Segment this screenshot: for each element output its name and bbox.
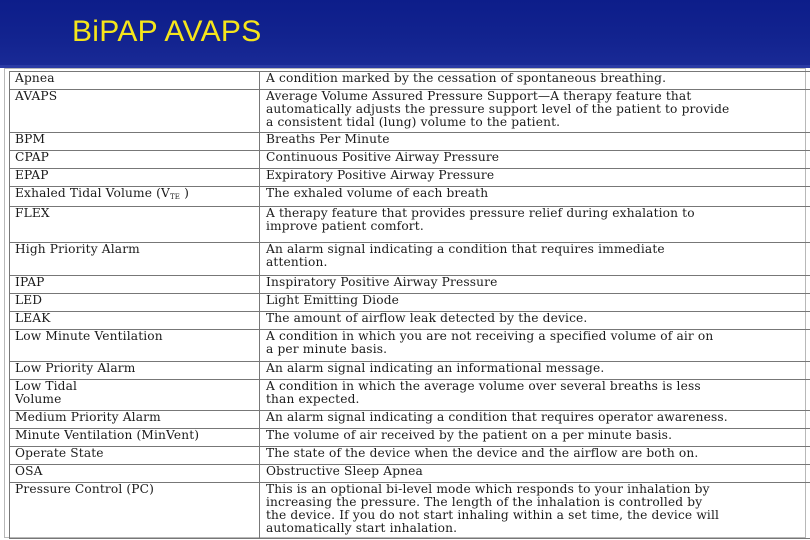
term-cell	[10, 72, 260, 90]
term-cell	[10, 133, 260, 151]
term-text: IPAP	[15, 275, 45, 289]
definition-cell: The volume of air received by the patient on a per minute basis.	[260, 429, 810, 447]
definition-cell: An alarm signal indicating a condition that requires operator awareness.	[260, 411, 810, 429]
table-row	[10, 169, 810, 187]
term-cell	[10, 362, 260, 380]
term-text: EPAP	[15, 168, 49, 182]
table-row	[10, 151, 810, 169]
term-cell	[10, 411, 260, 429]
definition-cell: A condition in which the average volume over several breaths is less than expected.	[260, 380, 810, 411]
glossary-table-frame	[4, 68, 806, 538]
definition-cell: A therapy feature that provides pressure relief during exhalation to improve patient comfort.	[260, 207, 810, 243]
term-cell	[10, 243, 260, 276]
definition-cell: Breaths Per Minute	[260, 133, 810, 151]
term-text: BPM	[15, 132, 46, 146]
definition-cell: A condition marked by the cessation of spontaneous breathing.	[260, 72, 810, 90]
term-text: Low Minute Ventilation	[15, 329, 163, 343]
term-text: Apnea	[15, 71, 55, 85]
table-row	[10, 243, 810, 276]
term-text: LEAK	[15, 311, 51, 325]
glossary-table	[9, 71, 810, 539]
term-cell	[10, 429, 260, 447]
glossary-table-body	[10, 72, 810, 539]
table-row	[10, 312, 810, 330]
table-row	[10, 187, 810, 207]
term-cell	[10, 312, 260, 330]
term-text: Low Tidal Volume	[15, 379, 78, 406]
term-text: Exhaled Tidal Volume (V	[15, 186, 170, 200]
term-cell	[10, 483, 260, 539]
term-text: Operate State	[15, 446, 104, 460]
table-row	[10, 133, 810, 151]
definition-cell: A condition in which you are not receiving a specified volume of air on a per minute basis.	[260, 330, 810, 362]
term-cell	[10, 465, 260, 483]
term-cell	[10, 151, 260, 169]
term-cell	[10, 447, 260, 465]
term-cell	[10, 90, 260, 133]
term-cell	[10, 294, 260, 312]
table-row	[10, 90, 810, 133]
term-text: FLEX	[15, 206, 50, 220]
table-row	[10, 429, 810, 447]
term-text: OSA	[15, 464, 43, 478]
table-row	[10, 483, 810, 539]
term-text: CPAP	[15, 150, 50, 164]
definition-cell: Continuous Positive Airway Pressure	[260, 151, 810, 169]
term-text: Pressure Control (PC)	[15, 482, 155, 496]
definition-cell: The state of the device when the device and the airflow are both on.	[260, 447, 810, 465]
definition-cell: An alarm signal indicating a condition that requires immediate attention.	[260, 243, 810, 276]
term-cell	[10, 380, 260, 411]
slide-header	[0, 0, 810, 68]
table-row	[10, 362, 810, 380]
term-cell	[10, 276, 260, 294]
slide-title: BiPAP AVAPS	[72, 15, 262, 48]
table-row	[10, 207, 810, 243]
table-row	[10, 330, 810, 362]
table-row	[10, 465, 810, 483]
definition-cell: This is an optional bi-level mode which responds to your inhalation by increasing the pressure. The length of the inhalation is controlled by the device. If you do not start inhaling within a set time, the device will automatically start inhalation.	[260, 483, 810, 539]
term-suffix: )	[180, 186, 189, 200]
table-row	[10, 294, 810, 312]
table-row	[10, 411, 810, 429]
definition-cell: Obstructive Sleep Apnea	[260, 465, 810, 483]
definition-cell: Average Volume Assured Pressure Support—A therapy feature that automatically adjusts the pressure support level of the patient to provide a consistent tidal (lung) volume to the patient.	[260, 90, 810, 133]
table-row	[10, 72, 810, 90]
term-text: Medium Priority Alarm	[15, 410, 161, 424]
definition-cell: Expiratory Positive Airway Pressure	[260, 169, 810, 187]
term-subscript: TE	[169, 193, 181, 201]
term-cell	[10, 187, 260, 207]
term-text: High Priority Alarm	[15, 242, 140, 256]
definition-cell: The exhaled volume of each breath	[260, 187, 810, 207]
term-cell	[10, 169, 260, 187]
term-cell	[10, 330, 260, 362]
term-text: Minute Ventilation (MinVent)	[15, 428, 200, 442]
definition-cell: Inspiratory Positive Airway Pressure	[260, 276, 810, 294]
term-text: Low Priority Alarm	[15, 361, 136, 375]
table-row	[10, 276, 810, 294]
term-cell	[10, 207, 260, 243]
definition-cell: The amount of airflow leak detected by the device.	[260, 312, 810, 330]
term-text: LED	[15, 293, 43, 307]
definition-cell: Light Emitting Diode	[260, 294, 810, 312]
table-row	[10, 447, 810, 465]
definition-cell: An alarm signal indicating an informational message.	[260, 362, 810, 380]
table-row	[10, 380, 810, 411]
term-text: AVAPS	[15, 89, 58, 103]
